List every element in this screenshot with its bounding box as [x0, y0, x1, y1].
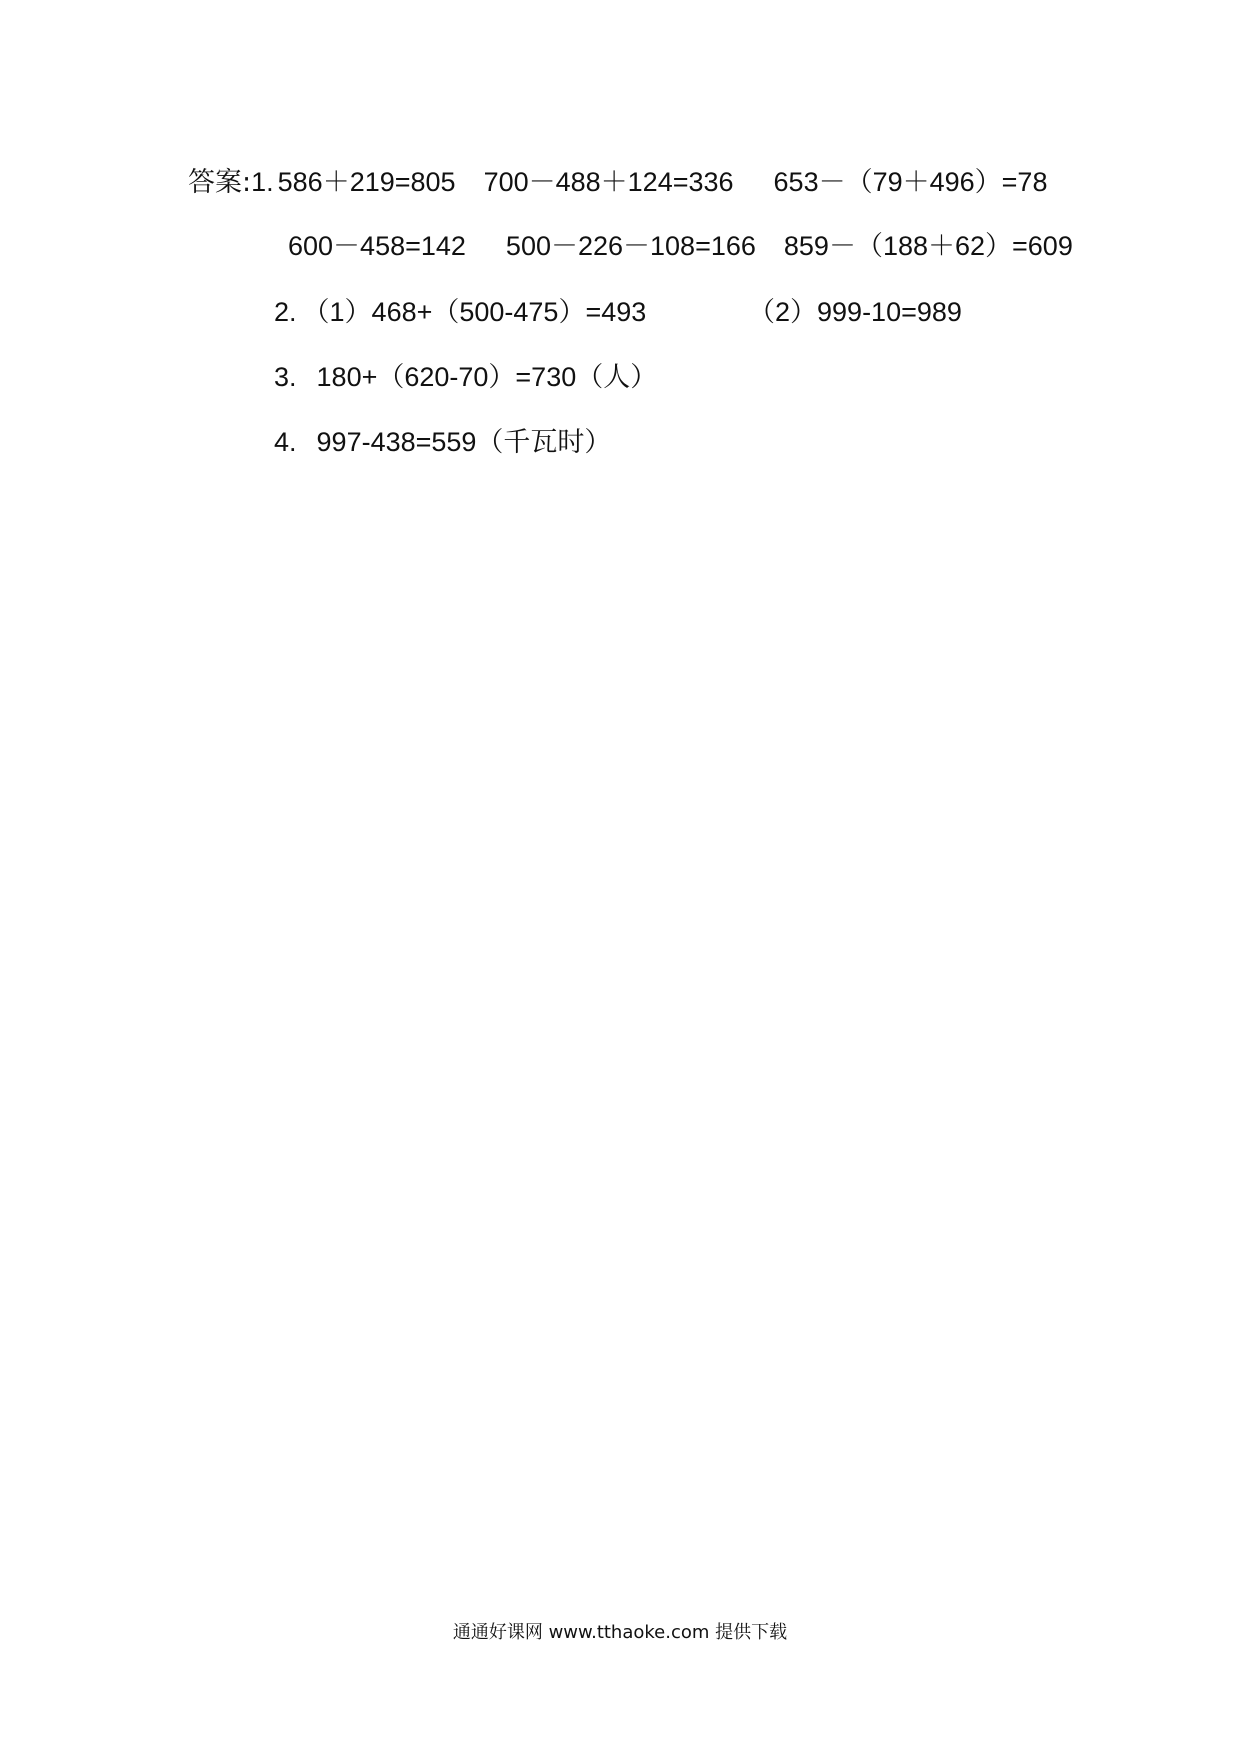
q2-part-1: （1）468+（500-475）=493 — [302, 297, 647, 327]
q1-expression-5: 500－226－108=166 — [505, 231, 756, 261]
answer-row-q4 — [274, 422, 611, 462]
answer-row-2 — [288, 226, 1073, 266]
question-2-number: 2. — [274, 297, 297, 327]
answer-label: 答案: — [188, 167, 252, 198]
question-4-number: 4. — [274, 427, 297, 457]
q1-expression-4: 600－458=142 — [288, 231, 466, 261]
answer-row-q3 — [274, 357, 657, 397]
q1-expression-3: 653－（79＋496）=78 — [773, 167, 1048, 197]
question-3-number: 3. — [274, 362, 297, 392]
q1-expression-6: 859－（188＋62）=609 — [783, 231, 1073, 261]
answer-row-q2-part2 — [748, 292, 962, 332]
q4-text: 997-438=559（千瓦时） — [316, 427, 612, 457]
q1-expression-1: 586＋219=805 — [277, 167, 456, 197]
answer-row-q2 — [274, 292, 646, 332]
q1-expression-2: 700－488＋124=336 — [483, 167, 734, 197]
question-1-number: 1. — [251, 167, 274, 197]
page-footer: 通通好课网 www.tthaoke.com 提供下载 — [452, 1622, 788, 1643]
answer-row-1 — [188, 162, 1047, 203]
q3-text: 180+（620-70）=730（人） — [316, 362, 658, 392]
q2-part-2: （2）999-10=989 — [748, 297, 962, 327]
